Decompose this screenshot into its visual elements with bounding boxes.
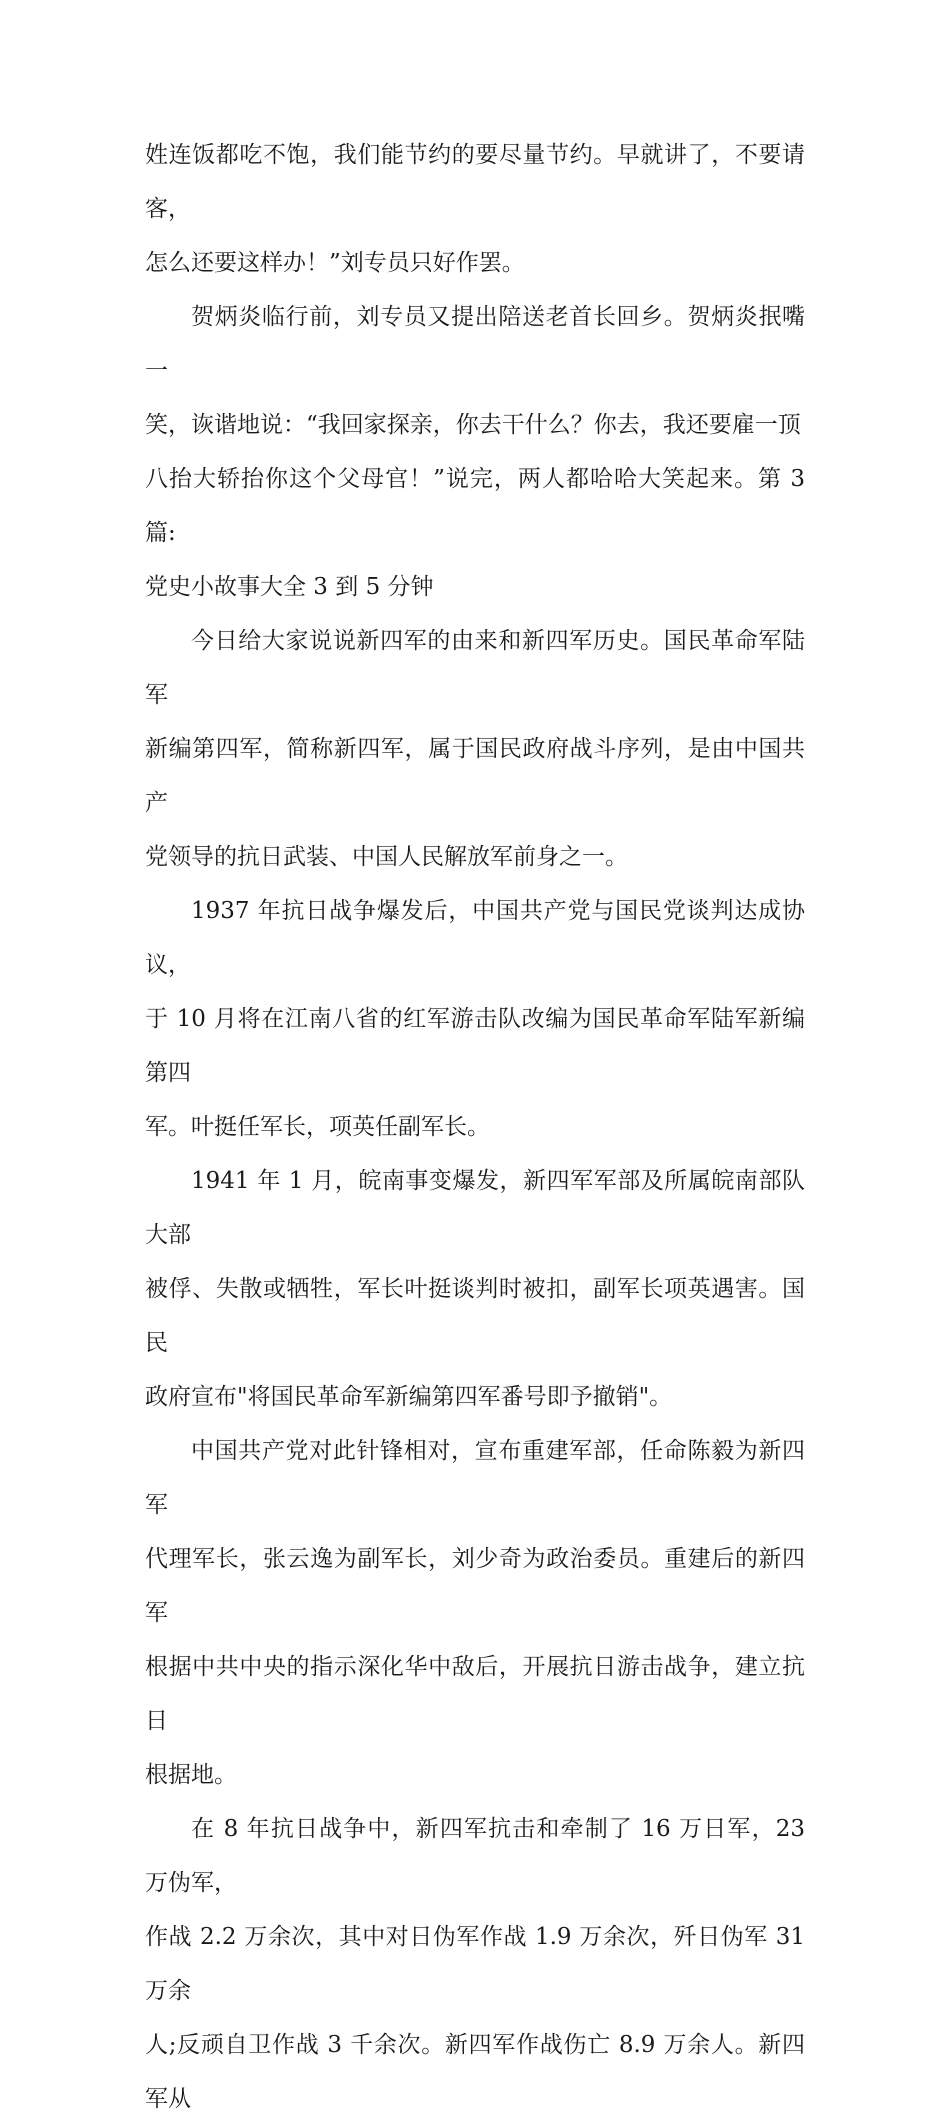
- text-line: 1937 年抗日战争爆发后，中国共产党与国民党谈判达成协议，: [145, 898, 805, 978]
- text-line: 党史小故事大全 3 到 5 分钟: [145, 574, 434, 600]
- paragraph: [145, 290, 813, 614]
- text-line: 姓连饭都吃不饱，我们能节约的要尽量节约。早就讲了，不要请客，: [145, 142, 805, 222]
- text-line: 怎么还要这样办！”刘专员只好作罢。: [145, 250, 525, 276]
- paragraph: [145, 1802, 813, 2126]
- text-line: 政府宣布"将国民革命军新编第四军番号即予撤销"。: [145, 1384, 673, 1410]
- text-line: 军。叶挺任军长，项英任副军长。: [145, 1114, 490, 1140]
- paragraph: [145, 128, 805, 290]
- text-line: 在 8 年抗日战争中，新四军抗击和牵制了 16 万日军，23 万伪军，: [145, 1816, 813, 1896]
- paragraph: [145, 614, 805, 884]
- text-line: 代理军长，张云逸为副军长，刘少奇为政治委员。重建后的新四军: [145, 1546, 805, 1626]
- paragraph: [145, 1424, 805, 1802]
- text-line: 根据中共中央的指示深化华中敌后，开展抗日游击战争，建立抗日: [145, 1654, 805, 1734]
- text-line: 人;反顽自卫作战 3 千余次。新四军作战伤亡 8.9 万余人。新四军从: [145, 2032, 805, 2112]
- document-body: [145, 128, 813, 2126]
- text-line: 被俘、失散或牺牲，军长叶挺谈判时被扣，副军长项英遇害。国民: [145, 1276, 805, 1356]
- text-line: 笑，诙谐地说：“我回家探亲，你去干什么？你去，我还要雇一顶: [145, 412, 801, 438]
- text-line: 八抬大轿抬你这个父母官！”说完，两人都哈哈大笑起来。第 3 篇:: [145, 466, 813, 546]
- text-line: 根据地。: [145, 1762, 237, 1788]
- text-line: 今日给大家说说新四军的由来和新四军历史。国民革命军陆军: [145, 628, 805, 708]
- paragraph: [145, 884, 805, 1154]
- text-line: 中国共产党对此针锋相对，宣布重建军部，任命陈毅为新四军: [145, 1438, 805, 1518]
- text-line: 贺炳炎临行前，刘专员又提出陪送老首长回乡。贺炳炎抿嘴一: [145, 304, 805, 384]
- text-line: 新编第四军，简称新四军，属于国民政府战斗序列，是由中国共产: [145, 736, 805, 816]
- paragraph: [145, 1154, 805, 1424]
- text-line: 于 10 月将在江南八省的红军游击队改编为国民革命军陆军新编第四: [145, 1006, 805, 1086]
- text-line: 作战 2.2 万余次，其中对日伪军作战 1.9 万余次，歼日伪军 31 万余: [145, 1924, 813, 2004]
- text-line: 1941 年 1 月，皖南事变爆发，新四军军部及所属皖南部队大部: [145, 1168, 805, 1248]
- text-line: 党领导的抗日武装、中国人民解放军前身之一。: [145, 844, 628, 870]
